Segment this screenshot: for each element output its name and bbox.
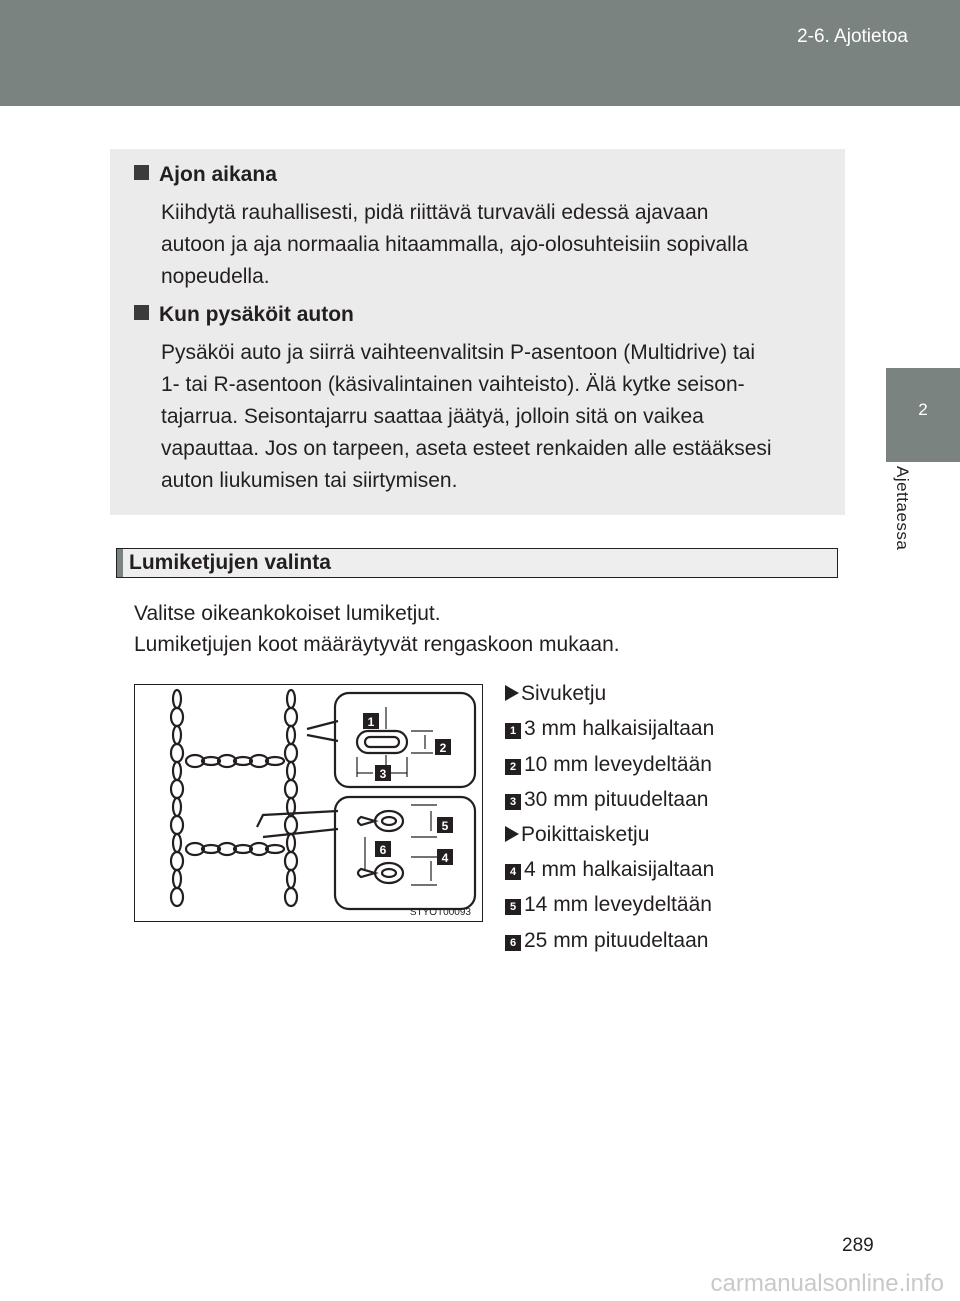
note-heading-text: Kun pysäköit auton [159,303,354,326]
legend-group-label: Sivuketju [521,682,607,705]
legend-text: 30 mm pituudeltaan [524,788,709,811]
legend-item [505,858,714,882]
text-line: Pysäköi auto ja siirrä vaihteenvalitsin P-asentoon (Multidrive) tai [161,341,756,364]
legend-number-badge: 6 [505,935,521,951]
callout-2: 2 [439,741,447,755]
bullet-square-icon [134,305,149,320]
body-text: Valitse oikeankokoiset lumiketjut. [134,602,441,625]
note-heading-text: Ajon aikana [159,163,277,186]
snow-chain-figure [134,684,483,922]
note-box [110,149,845,515]
legend-item [505,753,712,777]
section-heading: Lumiketjujen valinta [129,551,331,574]
watermark: carmanualsonline.info [710,1270,944,1297]
legend-text: 4 mm halkaisijaltaan [524,858,715,881]
callout-6: 6 [379,843,387,857]
text-line: nopeudella. [161,265,270,288]
bullet-square-icon [134,165,149,180]
legend-number-badge: 1 [505,723,521,739]
note-paragraph [161,337,813,497]
legend-number-badge: 2 [505,759,521,775]
section-heading-bar [116,548,838,578]
page-number: 289 [842,1235,874,1256]
legend-item [505,717,714,741]
note-heading [134,163,277,187]
legend-number-badge: 4 [505,864,521,880]
legend-item [505,893,712,917]
body-text: Lumiketjujen koot määräytyvät rengaskoon mukaan. [134,633,620,656]
legend-number-badge: 5 [505,899,521,915]
legend-group-label: Poikittaisketju [521,823,650,846]
note-paragraph [161,197,813,293]
section-title: 2-6. Ajotietoa [797,26,908,47]
figure-code: STYOT00093 [409,907,471,918]
legend-item [505,788,708,812]
triangle-bullet-icon [505,685,519,701]
text-line: auton liukumisen tai siirtymisen. [161,469,458,492]
legend-number-badge: 3 [505,794,521,810]
callout-1: 1 [367,715,375,729]
text-line: Kiihdytä rauhallisesti, pidä riittävä turvaväli edessä ajavaan [161,201,709,224]
text-line: tajarrua. Seisontajarru saattaa jäätyä, jolloin sitä on vaikea [161,405,704,428]
text-line: 1- tai R-asentoon (käsivalintainen vaihteisto). Älä kytke seison- [161,373,745,396]
header-band [0,0,960,106]
triangle-bullet-icon [505,826,519,842]
legend-text: 14 mm leveydeltään [524,893,712,916]
text-line: vapauttaa. Jos on tarpeen, aseta esteet renkaiden alle estääksesi [161,437,772,460]
legend-text: 25 mm pituudeltaan [524,929,709,952]
legend-group-title [505,823,649,847]
legend-group-title [505,682,606,706]
chapter-label: Ajettaessa [893,466,912,551]
chapter-tab [886,368,960,462]
legend-text: 3 mm halkaisijaltaan [524,717,715,740]
section-accent [117,549,123,577]
callout-5: 5 [441,819,449,833]
legend-item [505,929,708,953]
legend-text: 10 mm leveydeltään [524,753,712,776]
text-line: autoon ja aja normaalia hitaammalla, ajo-olosuhteisiin sopivalla [161,233,749,256]
note-heading [134,303,354,327]
snow-chain-illustration [135,685,482,921]
chapter-number: 2 [918,400,928,419]
callout-4: 4 [441,851,449,865]
callout-3: 3 [379,767,387,781]
